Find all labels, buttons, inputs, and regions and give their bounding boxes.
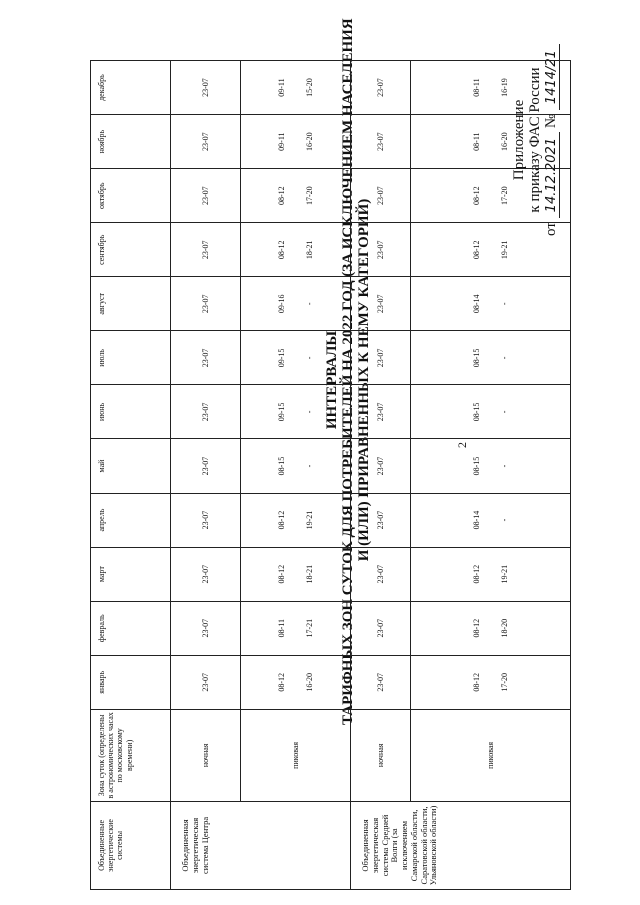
interval-cell (351, 493, 411, 547)
interval-cell (351, 115, 411, 169)
interval-value: 18-20 (499, 618, 509, 638)
line-gap (482, 333, 500, 382)
interval-value: 23-07 (375, 78, 385, 97)
interval-value: 23-07 (200, 78, 210, 97)
interval-value: 08-12 (277, 186, 287, 206)
interval-value: 23-07 (200, 294, 210, 314)
interval-value: 23-07 (375, 456, 385, 476)
interval-cell (411, 277, 571, 331)
interval-cell (171, 439, 241, 493)
interval-cell (351, 655, 411, 709)
interval-cell (171, 169, 241, 223)
interval-cell (411, 655, 571, 709)
interval-cell (241, 439, 351, 493)
interval-cell (171, 277, 241, 331)
interval-value: - (499, 518, 509, 522)
interval-cell (411, 115, 571, 169)
interval-value: 09-11 (277, 78, 287, 97)
appendix-from-label: от (542, 222, 559, 236)
interval-cell (241, 385, 351, 439)
interval-value: 19-21 (499, 240, 509, 260)
page-number: 2 (455, 442, 469, 448)
interval-value: 15-20 (304, 78, 314, 97)
line-gap (482, 550, 500, 599)
interval-cell (171, 61, 241, 115)
interval-value: 23-07 (200, 456, 210, 476)
line-gap (287, 496, 305, 545)
appendix-date: 14.12.2021 (544, 132, 560, 218)
interval-cell (241, 547, 351, 601)
interval-value: 08-11 (472, 78, 482, 97)
interval-cell (351, 601, 411, 655)
interval-value: - (499, 302, 509, 306)
interval-cell (241, 601, 351, 655)
interval-value: 09-16 (277, 294, 287, 314)
line-gap (287, 550, 305, 599)
header-system: Объединенные энергетические системы (91, 801, 171, 889)
appendix-number: 1414/21 (544, 44, 560, 110)
interval-cell (351, 331, 411, 385)
line-gap (287, 387, 305, 436)
interval-value: 08-11 (277, 619, 287, 638)
interval-cell (411, 385, 571, 439)
line-gap (482, 387, 500, 436)
interval-value: - (304, 356, 314, 360)
interval-value: - (499, 410, 509, 414)
header-month: июль (91, 331, 171, 385)
title-line-2: ТАРИФНЫХ ЗОН СУТОК ДЛЯ ПОТРЕБИТЕЛЕЙ НА 2022 ГОД (ЗА ИСКЛЮЧЕНИЕМ НАСЕЛЕНИЯ (339, 18, 356, 725)
interval-value: 23-07 (200, 672, 210, 692)
interval-value: 19-21 (304, 510, 314, 530)
interval-cell (351, 61, 411, 115)
interval-value: 08-14 (472, 294, 482, 314)
interval-cell (411, 547, 571, 601)
interval-cell (411, 169, 571, 223)
interval-value: 23-07 (200, 348, 210, 368)
interval-value: 23-07 (375, 132, 385, 151)
interval-value: 23-07 (200, 618, 210, 638)
interval-value: - (304, 302, 314, 306)
header-month: сентябрь (91, 223, 171, 277)
interval-value: 18-21 (304, 240, 314, 260)
interval-cell (411, 331, 571, 385)
interval-value: 08-12 (472, 240, 482, 260)
interval-value: 09-11 (277, 132, 287, 151)
line-gap (287, 63, 305, 112)
line-gap (287, 658, 305, 707)
interval-value: 16-20 (499, 132, 509, 151)
interval-value: 23-07 (375, 294, 385, 314)
interval-value: - (499, 356, 509, 360)
line-gap (287, 604, 305, 653)
title-line-3: И (ИЛИ) ПРИРАВНЕННЫХ К НЕМУ КАТЕГОРИЙ) (355, 198, 372, 562)
interval-value: 08-12 (472, 186, 482, 206)
line-gap (287, 279, 305, 328)
interval-cell (171, 493, 241, 547)
zone-cell: пиковая (241, 709, 351, 801)
header-month: декабрь (91, 61, 171, 115)
interval-value: 23-07 (200, 132, 210, 151)
interval-value: - (304, 464, 314, 468)
table-row (241, 61, 351, 890)
header-month: май (91, 439, 171, 493)
interval-cell (411, 493, 571, 547)
interval-cell (241, 277, 351, 331)
interval-cell (351, 547, 411, 601)
interval-value: 16-20 (304, 672, 314, 692)
interval-value: 08-12 (277, 240, 287, 260)
interval-cell (241, 115, 351, 169)
interval-value: 08-15 (472, 348, 482, 368)
interval-value: 17-20 (499, 186, 509, 206)
appendix-line-1: Приложение (511, 99, 527, 181)
interval-cell (171, 601, 241, 655)
zone-cell: ночная (351, 709, 411, 801)
appendix-number-label: № (542, 113, 559, 129)
interval-cell (351, 439, 411, 493)
interval-cell (241, 223, 351, 277)
table-body (171, 61, 571, 890)
interval-value: 08-12 (277, 564, 287, 584)
table-row (411, 61, 571, 890)
interval-cell (411, 223, 571, 277)
line-gap (287, 441, 305, 490)
interval-value: 16-19 (499, 78, 509, 97)
interval-value: 23-07 (200, 510, 210, 530)
header-month: август (91, 277, 171, 331)
interval-cell (411, 61, 571, 115)
line-gap (482, 171, 500, 220)
interval-value: 23-07 (200, 564, 210, 584)
line-gap (482, 279, 500, 328)
interval-cell (351, 277, 411, 331)
interval-value: 23-07 (375, 672, 385, 692)
interval-cell (351, 169, 411, 223)
line-gap (482, 441, 500, 490)
interval-value: 09-15 (277, 402, 287, 422)
interval-value: 08-11 (472, 132, 482, 151)
table-header-row (91, 61, 171, 890)
interval-cell (241, 331, 351, 385)
table-row (351, 61, 411, 890)
interval-cell (351, 223, 411, 277)
appendix-line-2: к приказу ФАС России (526, 67, 543, 213)
line-gap (482, 658, 500, 707)
interval-value: 16-20 (304, 132, 314, 151)
interval-cell (171, 547, 241, 601)
header-month: март (91, 547, 171, 601)
interval-value: - (499, 464, 509, 468)
interval-value: 08-12 (472, 618, 482, 638)
line-gap (482, 117, 500, 166)
interval-value: 19-21 (499, 564, 509, 584)
interval-value: 23-07 (200, 402, 210, 422)
interval-cell (241, 655, 351, 709)
interval-value: 08-15 (472, 456, 482, 476)
interval-cell (171, 223, 241, 277)
line-gap (482, 63, 500, 112)
interval-value: 08-15 (277, 456, 287, 476)
interval-value: 23-07 (375, 348, 385, 368)
header-month: июнь (91, 385, 171, 439)
header-month: февраль (91, 601, 171, 655)
interval-value: 09-15 (277, 348, 287, 368)
zone-cell: ночная (171, 709, 241, 801)
system-name-cell: Объединенная энергетическая система Центра (171, 801, 351, 889)
interval-value: 23-07 (200, 240, 210, 260)
line-gap (482, 496, 500, 545)
interval-cell (241, 169, 351, 223)
header-zone: Зона суток (определены в астрономических часах по московскому времени) (91, 709, 171, 801)
interval-value: 23-07 (375, 240, 385, 260)
interval-value: 23-07 (200, 186, 210, 206)
interval-value: 23-07 (375, 618, 385, 638)
interval-cell (351, 385, 411, 439)
header-month: ноябрь (91, 115, 171, 169)
interval-value: - (304, 410, 314, 414)
interval-value: 17-20 (499, 672, 509, 692)
interval-value: 23-07 (375, 510, 385, 530)
header-month: октябрь (91, 169, 171, 223)
line-gap (287, 333, 305, 382)
interval-value: 08-12 (277, 672, 287, 692)
header-month: апрель (91, 493, 171, 547)
header-month: январь (91, 655, 171, 709)
interval-value: 08-12 (472, 672, 482, 692)
interval-value: 23-07 (375, 402, 385, 422)
interval-value: 08-12 (277, 510, 287, 530)
interval-cell (241, 493, 351, 547)
interval-value: 18-21 (304, 564, 314, 584)
line-gap (287, 225, 305, 274)
line-gap (482, 604, 500, 653)
table-row (171, 61, 241, 890)
line-gap (287, 117, 305, 166)
interval-cell (171, 331, 241, 385)
system-name-cell: Объединенная энергетическая система Средней Волги (за исключением Самарской области, Саратовской области, Ульяновской области) (351, 801, 571, 889)
interval-value: 17-20 (304, 186, 314, 206)
line-gap (287, 171, 305, 220)
interval-cell (171, 115, 241, 169)
interval-cell (411, 439, 571, 493)
interval-value: 17-21 (304, 618, 314, 638)
zone-cell: пиковая (411, 709, 571, 801)
interval-cell (171, 385, 241, 439)
interval-value: 08-14 (472, 510, 482, 530)
interval-value: 08-12 (472, 564, 482, 584)
interval-value: 08-15 (472, 402, 482, 422)
interval-cell (171, 655, 241, 709)
interval-value: 23-07 (375, 186, 385, 206)
interval-cell (241, 61, 351, 115)
line-gap (482, 225, 500, 274)
interval-value: 23-07 (375, 564, 385, 584)
tariff-zones-table (90, 60, 571, 890)
title-line-1: ИНТЕРВАЛЫ (324, 330, 340, 430)
interval-cell (411, 601, 571, 655)
